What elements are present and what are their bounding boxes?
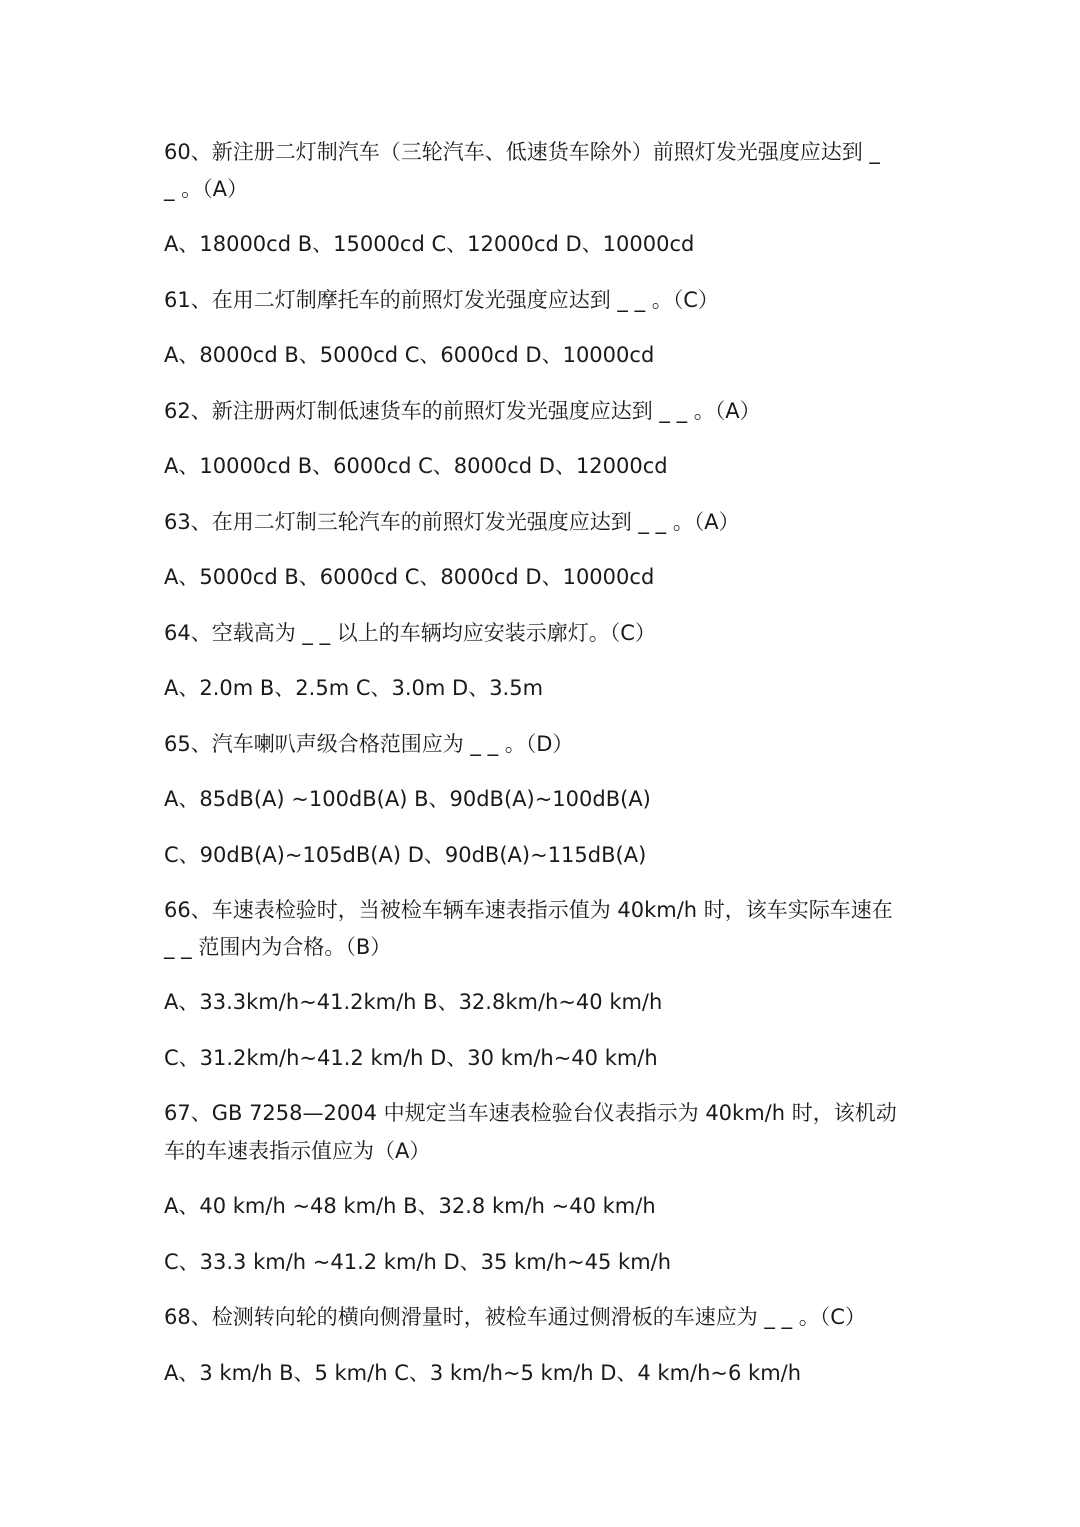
question-66-options-cd: C、31.2km/h~41.2 km/h D、30 km/h~40 km/h bbox=[164, 1046, 658, 1070]
question-60-text: 60、新注册二灯制汽车（三轮汽车、低速货车除外）前照灯发光强度应达到 _ bbox=[164, 140, 880, 164]
question-67-options-cd: C、33.3 km/h ~41.2 km/h D、35 km/h~45 km/h bbox=[164, 1250, 672, 1274]
question-67-options-ab: A、40 km/h ~48 km/h B、32.8 km/h ~40 km/h bbox=[164, 1194, 656, 1218]
question-64-options: A、2.0m B、2.5m C、3.0m D、3.5m bbox=[164, 676, 544, 700]
question-67-text: 67、GB 7258—2004 中规定当车速表检验台仪表指示为 40km/h 时，该机动 bbox=[164, 1101, 897, 1125]
question-65-options-cd: C、90dB(A)~105dB(A) D、90dB(A)~115dB(A) bbox=[164, 843, 647, 867]
question-61-options: A、8000cd B、5000cd C、6000cd D、10000cd bbox=[164, 343, 655, 367]
question-65-text: 65、汽车喇叭声级合格范围应为 _ _ 。（D） bbox=[164, 732, 574, 756]
question-66-options-ab: A、33.3km/h~41.2km/h B、32.8km/h~40 km/h bbox=[164, 990, 663, 1014]
question-68-text: 68、检测转向轮的横向侧滑量时，被检车通过侧滑板的车速应为 _ _ 。（C） bbox=[164, 1305, 866, 1329]
question-60-options: A、18000cd B、15000cd C、12000cd D、10000cd bbox=[164, 232, 695, 256]
question-62-text: 62、新注册两灯制低速货车的前照灯发光强度应达到 _ _ 。（A） bbox=[164, 399, 761, 423]
question-63-options: A、5000cd B、6000cd C、8000cd D、10000cd bbox=[164, 565, 655, 589]
question-67-text-cont: 车的车速表指示值应为（A） bbox=[164, 1139, 431, 1163]
question-60-text-cont: _ 。（A） bbox=[164, 177, 249, 201]
question-68-options: A、3 km/h B、5 km/h C、3 km/h~5 km/h D、4 km/h~6 km/h bbox=[164, 1361, 802, 1385]
question-64-text: 64、空载高为 _ _ 以上的车辆均应安装示廓灯。（C） bbox=[164, 621, 656, 645]
question-66-text: 66、车速表检验时，当被检车辆车速表指示值为 40km/h 时，该车实际车速在 bbox=[164, 898, 893, 922]
question-62-options: A、10000cd B、6000cd C、8000cd D、12000cd bbox=[164, 454, 668, 478]
question-65-options-ab: A、85dB(A) ~100dB(A) B、90dB(A)~100dB(A) bbox=[164, 787, 651, 811]
question-63-text: 63、在用二灯制三轮汽车的前照灯发光强度应达到 _ _ 。（A） bbox=[164, 510, 740, 534]
question-61-text: 61、在用二灯制摩托车的前照灯发光强度应达到 _ _ 。（C） bbox=[164, 288, 719, 312]
question-66-text-cont: _ _ 范围内为合格。（B） bbox=[164, 935, 392, 959]
